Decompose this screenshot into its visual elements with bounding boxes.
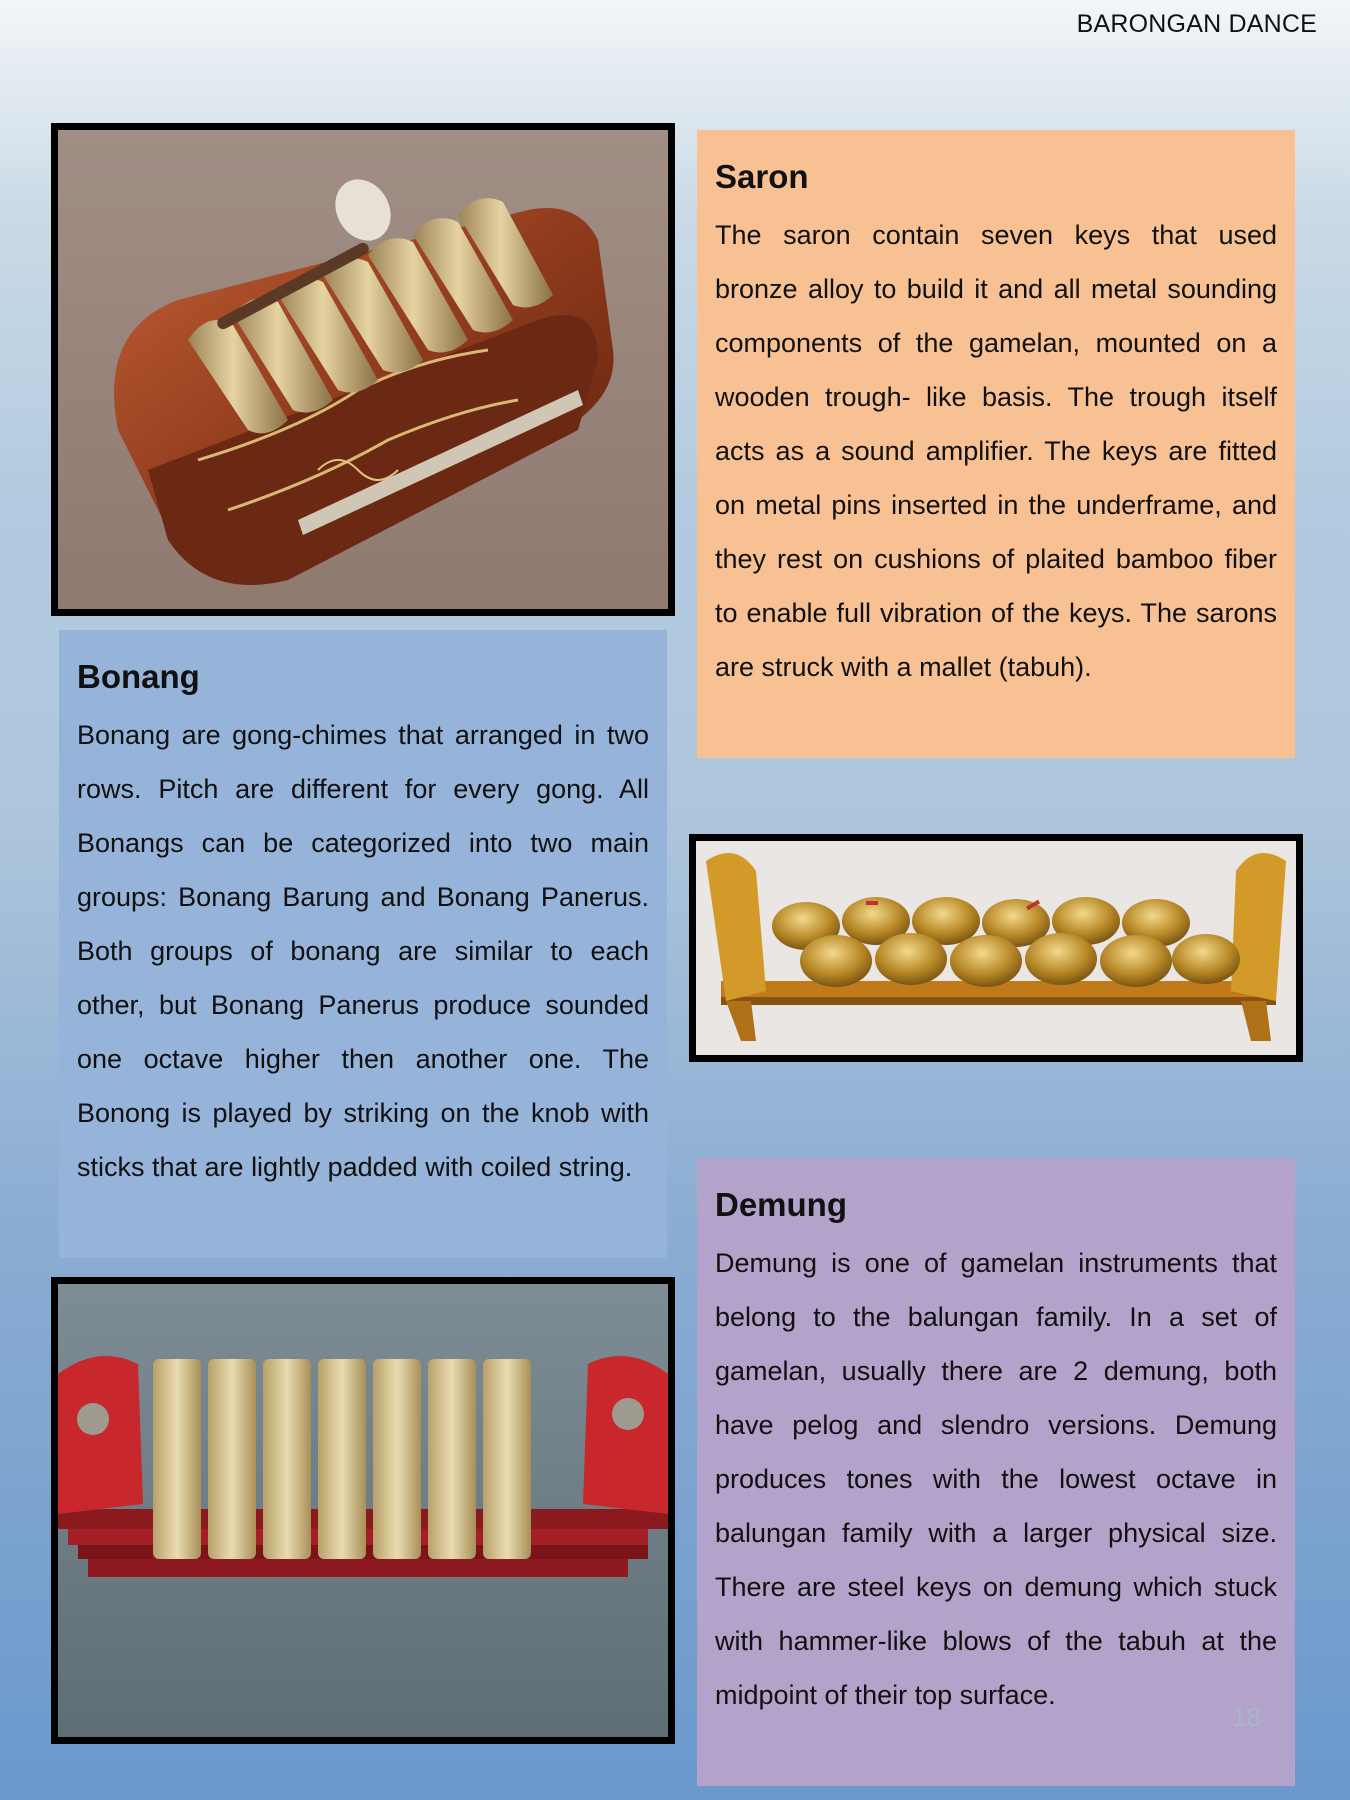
demung-photo (51, 1277, 675, 1744)
saron-photo (51, 123, 675, 616)
bonang-body-text: Bonang are gong-chimes that arranged in two rows. Pitch are different for every gong. All Bonangs can be categorized into two main groups: Bonang Barung and Bonang Panerus. Both groups of bonang are similar to each other, but Bonang Panerus produce sounded one octave higher then another one. The Bonong is played by striking on the knob with sticks that are lightly padded with coiled string. (77, 720, 649, 1182)
demung-description-box (697, 1158, 1295, 1786)
saron-heading: Saron (715, 158, 809, 195)
bonang-description-box (59, 630, 667, 1258)
demung-body-text: Demung is one of gamelan instruments that belong to the balungan family. In a set of gamelan, usually there are 2 demung, both have pelog and slendro versions. Demung produces tones with the lowest octave in balungan family with a larger physical size. There are steel keys on demung which stuck with hammer-like blows of the tabuh at the midpoint of their top surface. (715, 1248, 1277, 1710)
page-number: 18 (1232, 1702, 1261, 1732)
demung-heading: Demung (715, 1186, 847, 1223)
bonang-heading: Bonang (77, 658, 200, 695)
saron-description-box (697, 130, 1295, 758)
bonang-photo (689, 834, 1303, 1062)
document-header-title: BARONGAN DANCE (1076, 10, 1317, 38)
saron-body-text: The saron contain seven keys that used bronze alloy to build it and all metal sounding components of the gamelan, mounted on a wooden trough- like basis. The trough itself acts as a sound amplifier. The keys are fitted on metal pins inserted in the underframe, and they rest on cushions of plaited bamboo fiber to enable full vibration of the keys. The sarons are struck with a mallet (tabuh). (715, 220, 1277, 682)
